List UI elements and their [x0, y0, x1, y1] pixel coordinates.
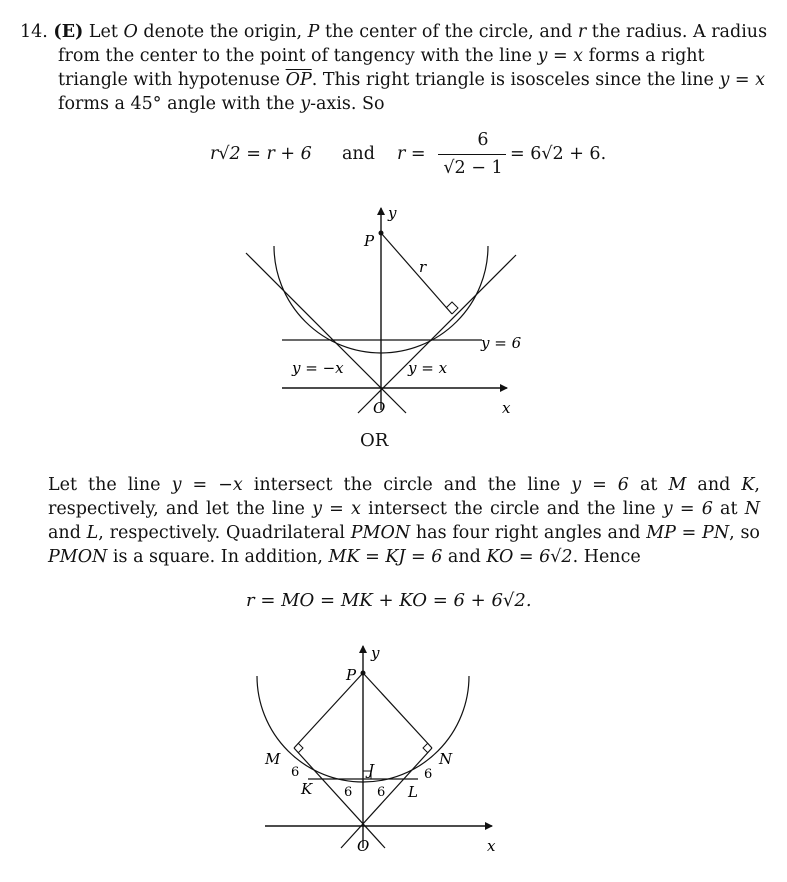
eq1-rhs: = 6√2 + 6.	[510, 144, 607, 164]
label-r: r	[419, 258, 427, 276]
or-separator: OR	[360, 430, 389, 451]
text: and	[442, 547, 487, 567]
text: at	[628, 475, 669, 495]
label-y-x: y = x	[408, 359, 448, 377]
text: the radius. A radius from the center to the point of tangency with the line	[58, 22, 768, 66]
label-six-KJ: 6	[344, 785, 353, 800]
display-equation-2: r = MO = MK + KO = 6 + 6√2.	[246, 590, 532, 611]
eq-y-equals-x: y = x	[719, 70, 765, 90]
label-M: M	[265, 750, 281, 768]
answer-choice: (E)	[53, 22, 84, 42]
eq1-lhs: r√2 = r + 6	[210, 144, 312, 164]
text: . Hence	[572, 547, 641, 567]
var-PMON: PMON	[48, 547, 108, 567]
eq1-numerator: 6	[477, 130, 489, 150]
problem-number: 14.	[20, 22, 48, 42]
label-N: N	[439, 750, 453, 768]
text: and	[686, 475, 742, 495]
right-angle-mark-M	[298, 743, 303, 753]
text: , respectively, and let the line	[48, 475, 760, 519]
text: Let the line	[48, 475, 172, 495]
text: intersect the circle and the line	[360, 499, 663, 519]
var-r: r	[577, 22, 587, 42]
label-P: P	[346, 666, 357, 684]
eq-MK-KJ: MK = KJ = 6	[328, 547, 443, 567]
text: forms a 45° angle with the	[58, 94, 301, 114]
eq1-r-equals: r =	[397, 144, 426, 164]
eq1-denominator: √2 − 1	[443, 158, 503, 178]
label-y-6: y = 6	[481, 334, 522, 352]
label-six-JL: 6	[377, 785, 386, 800]
label-L: L	[408, 783, 418, 801]
label-y-neg-x: y = −x	[292, 359, 344, 377]
label-y-axis: y	[388, 204, 397, 222]
eq1-and: and	[342, 144, 375, 164]
text: , so	[729, 523, 760, 543]
label-O: O	[373, 399, 386, 417]
var-K: K	[741, 475, 755, 495]
var-O: O	[123, 22, 138, 42]
var-PMON: PMON	[350, 523, 411, 543]
label-O: O	[357, 837, 370, 855]
var-M: M	[668, 475, 687, 495]
fraction-bar	[438, 154, 506, 155]
text: Let	[83, 22, 124, 42]
eq-KO: KO = 6√2	[486, 547, 573, 567]
figure-2	[245, 638, 515, 863]
segment-PM	[294, 673, 363, 748]
text: intersect the circle and the line	[242, 475, 572, 495]
label-J: J	[368, 761, 375, 779]
var-P: P	[307, 22, 320, 42]
text: has four right angles and	[410, 523, 647, 543]
text: . This right triangle is isosceles since the line	[311, 70, 720, 90]
var-L: L	[86, 523, 99, 543]
text: the center of the circle, and	[319, 22, 578, 42]
point-P	[361, 671, 366, 676]
eq-y-x: y = x	[312, 499, 361, 519]
var-N: N	[744, 499, 761, 519]
text: at	[712, 499, 745, 519]
eq-MP-PN: MP = PN	[646, 523, 730, 543]
eq-y-neg-x: y = −x	[171, 475, 243, 495]
solution-paragraph-2	[48, 473, 760, 569]
segment-PN	[363, 673, 432, 748]
label-six-MK: 6	[291, 765, 300, 780]
text: denote the origin,	[137, 22, 308, 42]
right-angle-mark	[446, 302, 458, 314]
display-equation-1	[210, 130, 630, 186]
text: and	[48, 523, 87, 543]
text: is a square. In addition,	[107, 547, 329, 567]
text: -axis. So	[310, 94, 385, 114]
eq-y-6: y = 6	[571, 475, 629, 495]
text: forms a right triangle with hypotenuse	[58, 46, 705, 90]
label-x-axis: x	[502, 399, 511, 417]
label-K: K	[301, 780, 313, 798]
figure-1	[230, 200, 530, 425]
radius-segment	[381, 233, 452, 314]
eq-y-6: y = 6	[662, 499, 713, 519]
eq-y-equals-x: y = x	[537, 46, 584, 66]
label-six-LN: 6	[424, 767, 433, 782]
label-y-axis: y	[371, 644, 380, 662]
label-x-axis: x	[487, 837, 496, 855]
text: , respectively. Quadrilateral	[98, 523, 351, 543]
segment-NO	[341, 748, 432, 848]
right-angle-mark-N	[423, 743, 428, 753]
solution-paragraph-1	[20, 20, 772, 116]
point-P	[379, 231, 384, 236]
label-P: P	[364, 232, 375, 250]
var-y: y	[300, 94, 311, 114]
segment-OP: $\overline{OP}$	[285, 70, 312, 90]
